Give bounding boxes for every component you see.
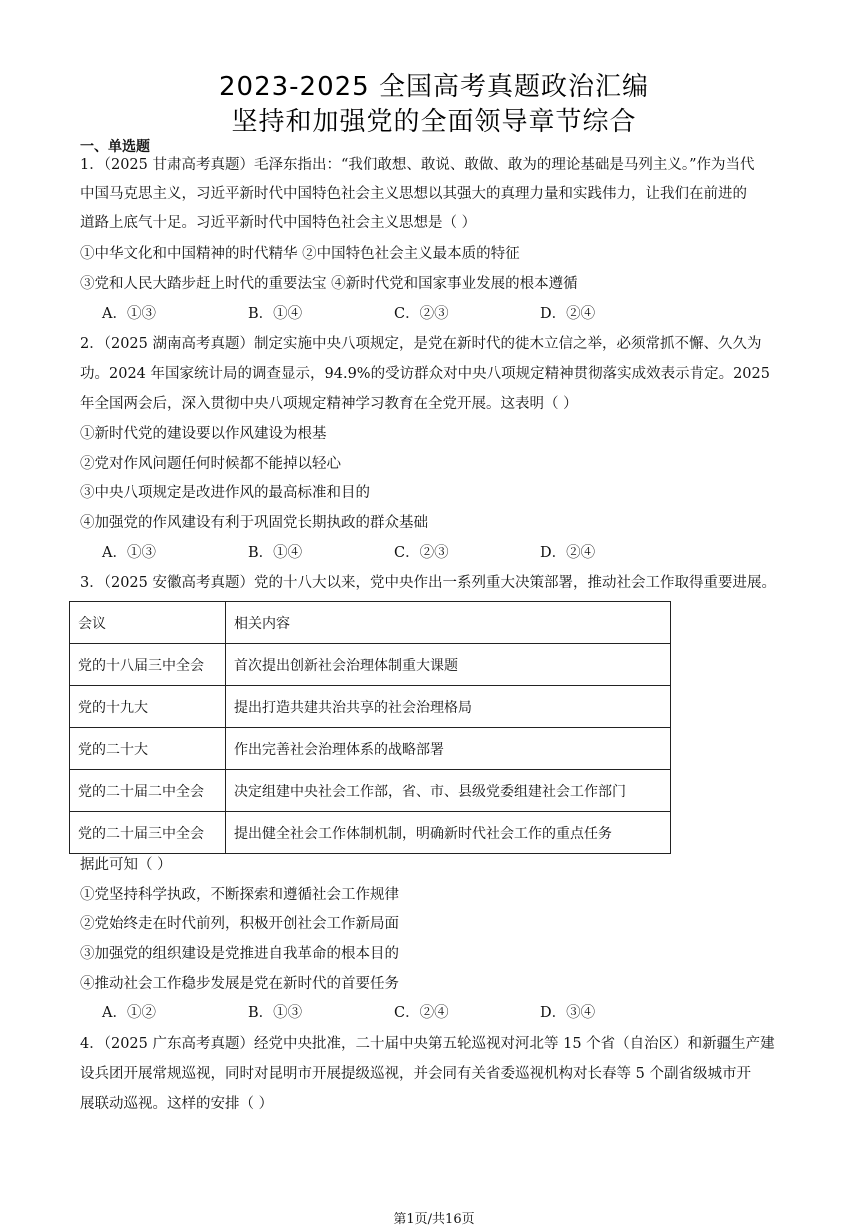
q2-options xyxy=(102,543,686,563)
q2-choice-line: ③中央八项规定是改进作风的最高标准和目的 xyxy=(80,485,370,501)
q3-choice-line: ②党始终走在时代前列，积极开创社会工作新局面 xyxy=(80,916,399,932)
q3-intro: 3．（2025 安徽高考真题）党的十八大以来，党中央作出一系列重大决策部署，推动社会工作取得重要进展。 xyxy=(80,575,776,591)
table-cell-content: 首次提出创新社会治理体制重大课题 xyxy=(226,644,671,686)
doc-title-line2: 坚持和加强党的全面领导章节综合 xyxy=(231,107,637,137)
q4-text-line: 4．（2025 广东高考真题）经党中央批准，二十届中央第五轮巡视对河北等 15 个省（自治区）和新疆生产建 xyxy=(80,1036,775,1052)
q3-choice-line: ③加强党的组织建设是党推进自我革命的根本目的 xyxy=(80,946,399,962)
q1-choice-line: ①中华文化和中国精神的时代精华 ②中国特色社会主义最本质的特征 xyxy=(80,246,520,262)
q4-text-line: 展联动巡视。这样的安排（ ） xyxy=(80,1096,274,1112)
q3-options xyxy=(102,1003,686,1023)
table-cell-meeting: 党的十八届三中全会 xyxy=(70,644,226,686)
q2-text-line: 功。2024 年国家统计局的调查显示，94.9%的受访群众对中央八项规定精神贯彻落实成效表示肯定。2025 xyxy=(80,366,770,382)
q3-option-d: D．③④ xyxy=(540,1005,596,1021)
table-cell-content: 作出完善社会治理体系的战略部署 xyxy=(226,728,671,770)
q2-choice-line: ①新时代党的建设要以作风建设为根基 xyxy=(80,426,327,442)
table-cell-content: 提出打造共建共治共享的社会治理格局 xyxy=(226,686,671,728)
q1-option-a: A．①③ xyxy=(102,306,156,322)
q3-text-line: 据此可知（ ） xyxy=(80,857,172,873)
table-cell-content: 提出健全社会工作体制机制，明确新时代社会工作的重点任务 xyxy=(226,812,671,854)
doc-title-line1: 2023-2025 全国高考真题政治汇编 xyxy=(219,72,649,102)
table-row xyxy=(70,644,671,686)
table-cell-meeting: 党的十九大 xyxy=(70,686,226,728)
q2-text-line: 年全国两会后，深入贯彻中央八项规定精神学习教育在全党开展。这表明（ ） xyxy=(80,396,578,412)
q2-option-d: D．②④ xyxy=(540,545,596,561)
table-row xyxy=(70,812,671,854)
q1-text-line: 1．（2025 甘肃高考真题）毛泽东指出：“我们敢想、敢说、敢做、敢为的理论基础是马列主义。”作为当代 xyxy=(80,157,755,173)
meeting-table xyxy=(69,601,671,854)
q3-choice-line: ①党坚持科学执政，不断探索和遵循社会工作规律 xyxy=(80,887,399,903)
q3-option-c: C．②④ xyxy=(394,1005,449,1021)
table-row xyxy=(70,770,671,812)
table-cell-meeting: 党的二十届二中全会 xyxy=(70,770,226,812)
q2-choice-line: ④加强党的作风建设有利于巩固党长期执政的群众基础 xyxy=(80,515,428,531)
q1-option-c: C．②③ xyxy=(394,306,449,322)
q1-option-d: D．②④ xyxy=(540,306,596,322)
q1-options xyxy=(102,304,686,324)
q2-option-c: C．②③ xyxy=(394,545,449,561)
q4-text-line: 设兵团开展常规巡视，同时对昆明市开展提级巡视，并会同有关省委巡视机构对长春等 5 个副省级城市开 xyxy=(80,1066,751,1082)
q2-option-b: B．①④ xyxy=(248,545,303,561)
q3-choice-line: ④推动社会工作稳步发展是党在新时代的首要任务 xyxy=(80,976,399,992)
q1-text-line: 道路上底气十足。习近平新时代中国特色社会主义思想是（ ） xyxy=(80,215,477,231)
q2-text-line: 2．（2025 湖南高考真题）制定实施中央八项规定，是党在新时代的徙木立信之举，必须常抓不懈、久久为 xyxy=(80,336,762,352)
page-number: 第1页/共16页 xyxy=(393,1212,475,1227)
q2-option-a: A．①③ xyxy=(102,545,156,561)
table-header-row xyxy=(70,602,671,644)
table-row xyxy=(70,728,671,770)
table-header-cell: 会议 xyxy=(70,602,226,644)
table-cell-content: 决定组建中央社会工作部，省、市、县级党委组建社会工作部门 xyxy=(226,770,671,812)
table-cell-meeting: 党的二十大 xyxy=(70,728,226,770)
q1-option-b: B．①④ xyxy=(248,306,303,322)
q3-option-b: B．①③ xyxy=(248,1005,303,1021)
table-row xyxy=(70,686,671,728)
q1-choice-line: ③党和人民大踏步赶上时代的重要法宝 ④新时代党和国家事业发展的根本遵循 xyxy=(80,276,578,292)
table-header-cell: 相关内容 xyxy=(226,602,671,644)
q3-option-a: A．①② xyxy=(102,1005,156,1021)
table-cell-meeting: 党的二十届三中全会 xyxy=(70,812,226,854)
q1-text-line: 中国马克思主义，习近平新时代中国特色社会主义思想以其强大的真理力量和实践伟力，让我们在前进的 xyxy=(80,186,747,202)
section-heading: 一、单选题 xyxy=(80,139,150,155)
q2-choice-line: ②党对作风问题任何时候都不能掉以轻心 xyxy=(80,456,341,472)
